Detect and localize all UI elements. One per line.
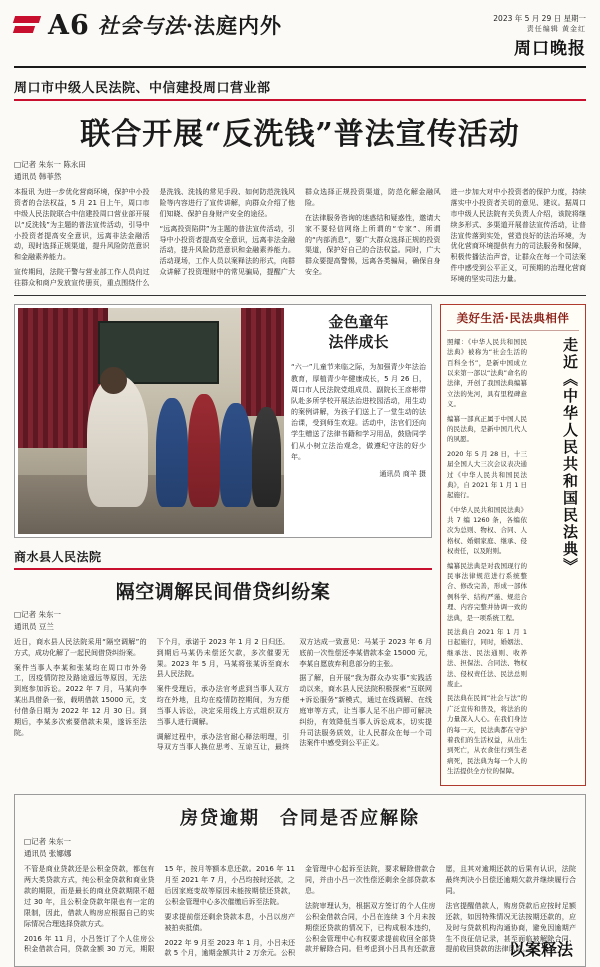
sub-article-body	[14, 637, 432, 753]
sub-paragraph: 下个月，承诺于 2023 年 1 月 2 日归还。到期后马某仍未偿还欠款，多次催要无果。2023 年 5 月，马某将张某诉至商水县人民法院。	[156, 637, 290, 679]
bottom-paragraph: 2022 年 9 月至 2023 年 1 月，小吕未还款 5 个月，逾期金额共计 2 万余元。公积金管理中心起诉至法院，要求解除借款合同，并由小吕一次性偿还剩余全部贷款本息。	[164, 865, 436, 958]
sub-paragraph: 据了解，自开展“我为群众办实事”实践活动以来，商水县人民法院积极探索“互联网+诉讼服务”新模式，通过在线调解、在线庭审等方式，让当事人足不出户即可解决纠纷，有效降低当事人诉讼成本，切实提升司法服务质效，让人民群众在每一个司法案件中感受到公平正义。	[299, 674, 432, 748]
case-law-stamp-text: 以案释法	[508, 940, 573, 960]
photo-story	[14, 304, 432, 538]
page-number: A6	[48, 9, 90, 41]
bottom-contributor: 通讯员 张娜娜	[24, 849, 72, 859]
bottom-paragraph: 不管是商业贷款还是公积金贷款，都包有两大类贷款方式，纯公积金贷款和商业贷款的期限，而是最长的商业贷款期限不超过 30 年，且公积金贷款年限也有一定的限制，因此，借款人购房应根据自己的实际情况合理选择贷款方式。	[24, 865, 155, 928]
bottom-reporter: □记者 朱东一	[24, 837, 71, 847]
sub-article-label: 商水县人民法院	[14, 548, 432, 570]
sidebar-paragraph: 民法典自 2021 年 1 月 1 日起施行，同时，婚姻法、继承法、民法通则、收养法、担保法、合同法、物权法、侵权责任法、民法总则废止。	[447, 628, 527, 688]
bottom-title: 房贷逾期 合同是否应解除	[180, 808, 420, 830]
masthead-left	[14, 10, 282, 40]
lead-reporter: □记者 朱东一 陈永田	[14, 160, 86, 170]
lead-headline: 联合开展“反洗钱”普法宣传活动	[80, 117, 520, 153]
sub-article	[14, 548, 432, 753]
flag-icon	[14, 12, 40, 38]
middle-band	[14, 304, 586, 787]
lead-paragraph: 宣传期间，法院干警与营业部工作人员向过往群众和商户发放宣传册页，重点围绕什么是洗钱、洗钱的常见手段、如何防范洗钱风险等内容进行了宣传讲解，向群众介绍了他们知晓、保护自身财产安全的途径。	[14, 188, 295, 287]
lead-byline	[14, 159, 586, 183]
photo-caption-text: “六一”儿童节来临之际，为加强青少年法治教育，厚植青少年健康成长，5 月 26 日，周口市人民法院党组成员、副院长王彦彬带队赴多所学校开展法治进校园活动，用生动的案例讲解，为孩子们送上了一堂生动的法治课，受到师生欢迎。活动中，法官们还向学生赠送了法律书籍和学习用品，鼓励同学们从小树立法治观念，做遵纪守法的好少年。	[291, 363, 426, 461]
sidebar-body	[447, 337, 579, 781]
sidebar-paragraph: 2020 年 5 月 28 日，十三届全国人大三次会议表决通过《中华人民共和国民法典》，自 2021 年 1 月 1 日起施行。	[447, 449, 527, 500]
photo-title-line1: 金色童年	[328, 312, 389, 331]
photo-caption-block	[289, 308, 428, 534]
sidebar-paragraph: 民法典在民间“社会与法”的广泛宣传和普及，将法治的力量深入人心。在我们身边的每一天，民法典都在守护着我们的生活权益，从出生到死亡，从衣食住行到生老病死，民法典为每一个人的生活提供全方位的保障。	[447, 694, 527, 776]
bottom-paragraph: 法院审理认为，根据双方签订的个人住房公积金借款合同，小吕在连续 3 个月未按期偿还贷款的情况下，已构成根本违约，公积金管理中心有权要求提前收回全部贷款并解除合同。但考虑到小吕具有还款意愿，且其对逾期还款的后果有认识，法院最终判决小吕偿还逾期欠款并继续履行合同。	[305, 865, 576, 954]
news-photo	[18, 308, 284, 534]
sidebar-paragraph: 编纂民法典是对我国现行的民事法律规范进行系统整合、修改完善，形成一部体例科学、结构严谨、规范合理、内容完整并协调一致的法典，是一项系统工程。	[447, 561, 527, 622]
sidebar-paragraph: 编纂一部真正属于中国人民的民法典，是新中国几代人的夙愿。	[447, 414, 527, 444]
sidebar-paragraph: 《中华人民共和国民法典》共 7 编 1260 条，各编依次为总则、物权、合同、人格权、婚姻家庭、继承、侵权责任，以及附则。	[447, 505, 527, 556]
issue-date: 2023 年 5 月 29 日 星期一	[493, 14, 586, 23]
sidebar-vertical-title: 走近《中华人民共和国民法典》	[561, 336, 579, 575]
sub-paragraph: 案件受理后，承办法官考虑到当事人双方均在外地，且均在疫情防控期间，为方便当事人诉讼，决定采用线上方式组织双方当事人进行调解。	[156, 685, 290, 726]
bottom-article	[14, 794, 586, 967]
lead-paragraph: 本报讯 为进一步优化营商环境，保护中小投资者的合法权益，5 月 21 日上午，周口市中级人民法院联合中信建投周口营业部开展以“反洗钱”为主题的普法宣传活动，引导中小投资者提高安全意识，远离非法金融活动，现时选择正规渠道，提升风险防范意识和金融素养能力。	[14, 188, 150, 262]
bottom-paragraph: 要求提前偿还剩余贷款本息，小吕以房产被拍卖抵债。	[164, 912, 295, 932]
photo-credit: 通讯员 商羊 摄	[379, 470, 426, 479]
sub-paragraph: 案件当事人李某和张某均在周口市外务工，因疫情防控及路途遥远等原因，无法到庭参加诉讼。2022 年 7 月，马某向李某出具借条一张，载明借款 15000 元，支付借条日期为 2022 年 12 月 30 日。到期后，李某多次索要借款未果，遂诉至法院。	[14, 663, 147, 737]
masthead	[14, 10, 586, 68]
bottom-paragraph: 法官提醒借款人，购房贷款后应按时足额还款，如因特殊情况无法按期还款的，应及时与贷款机构沟通协商，避免因逾期产生不良征信记录，甚至面临被解除合同、提前收回贷款的法律风险。	[445, 902, 576, 954]
sub-contributor: 通讯员 豆兰	[14, 621, 54, 631]
masthead-right	[493, 10, 586, 62]
lead-paragraph: 进一步加大对中小投资者的保护力度，持续落实中小投资者关切的意见、建议。据周口市中级人民法院有关负责人介绍，该院将继续多形式、多渠道开展普法宣传活动，让普法宣传落到实处，营造良好的法治环境，为优化营商环境提供有力的司法服务和保障，积极传播法治声音，让群众在每一个司法案件中感受到公平正义，可预期的治理化营商环境的坚实司法力量。	[450, 188, 586, 283]
section-name: 社会与法	[97, 13, 186, 38]
lead-paragraph: “远离投资陷阱”为主题的普法宣传活动，引导中小投资者提高安全意识，远离非法金融活动，提升风险防范意识和金融素养能力。活动现场，工作人员以案释法的形式，向群众讲解了投资理财中的常见骗局，提醒广大群众选择正规投资渠道，防范化解金融风险。	[159, 188, 441, 277]
paper-logo: 周口晚报	[514, 38, 586, 59]
lead-body	[14, 187, 586, 289]
lead-paragraph: 在法律服务咨询的迷惑结和疑惑性，邀请大家不要轻信网络上所谓的“专家”、所谓的“内部消息”，要广大群众选择正规的投资渠道，保护好自己的合法权益。同时，广大群众要提高警惕，远离各类骗局，确保自身安全。	[305, 213, 441, 277]
sub-paragraph: 近日，商水县人民法院采用“隔空调解”的方式，成功化解了一起民间借贷纠纷案。	[14, 637, 147, 657]
sidebar-civil-code	[440, 304, 586, 787]
photo-title-line2: 法伴成长	[328, 333, 389, 352]
editor-credit: 责任编辑 黄金红	[526, 25, 586, 34]
lead-kicker: 周口市中级人民法院、中信建投周口营业部	[14, 77, 586, 101]
bottom-body	[24, 864, 576, 959]
sub-article-byline	[14, 609, 432, 633]
lead-contributor: 通讯员 韩菲然	[14, 172, 62, 182]
sidebar-text	[447, 337, 527, 781]
section-title	[98, 10, 282, 40]
sidebar-header: 美好生活·民法典相伴	[447, 310, 579, 331]
bottom-paragraph: 2016 年 11 月，小吕签订了个人住房公积金借款合同，贷款金额 30 万元，期限 15 年，按月等额本息还款。2016 年 11 月至 2021 年 7 月，小吕均按时还款，之后因家庭变故等原因未能按期偿还贷款，公积金管理中心多次催缴后诉至法院。	[24, 865, 295, 954]
lead-article	[14, 77, 586, 296]
section-subtitle: ·法庭内外	[185, 13, 283, 38]
sub-reporter: □记者 朱东一	[14, 609, 61, 619]
sub-article-title: 隔空调解民间借贷纠纷案	[115, 580, 331, 603]
band-left-column	[14, 304, 432, 787]
sub-paragraph: 调解过程中，承办法官耐心释法明理，引导双方当事人换位思考、互谅互让，最终双方达成一致意见：马某于 2023 年 6 月底前一次性偿还李某借款本金 15000 元，李某自愿放弃利息部分的主张。	[156, 637, 432, 752]
case-law-stamp	[509, 937, 573, 960]
bottom-byline	[24, 836, 576, 860]
sidebar-paragraph: 照耀：《中华人民共和国民法典》被称为“社会生活的百科全书”，是新中国成立以来第一部以“法典”命名的法律，开创了我国法典编纂立法的先河，具有里程碑意义。	[447, 337, 527, 409]
